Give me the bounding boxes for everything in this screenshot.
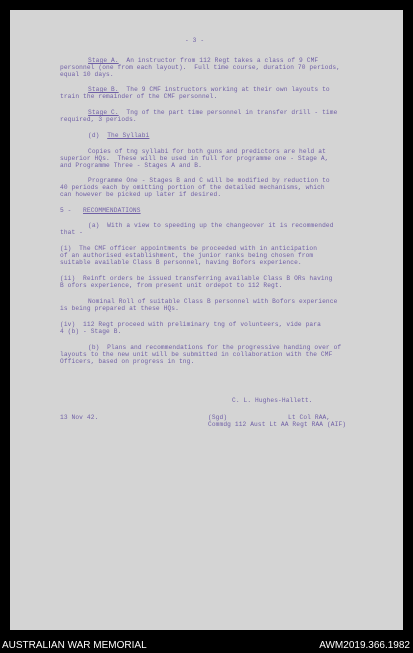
rec-a-line-2: that - bbox=[60, 229, 84, 236]
syllabi-line-1: Copies of tng syllabi for both guns and predictors are held at bbox=[88, 148, 326, 155]
page-number: - 3 - bbox=[185, 37, 205, 44]
syllabi-line-3: and Programme Three - Stages A and B. bbox=[60, 162, 202, 169]
rec-i-line-2: of an authorised establishment, the junior ranks being chosen from bbox=[60, 252, 314, 259]
stage-c-label: Stage C. bbox=[88, 109, 119, 116]
syllabi-heading-row bbox=[88, 132, 149, 139]
syllabi-line-6: can however be picked up later if desired. bbox=[60, 191, 222, 198]
stage-a-line-2: personnel (one from each layout). Full time course, duration 70 periods, bbox=[60, 64, 341, 71]
rec-iv-line-1: (iv) 112 Regt proceed with preliminary tng of volunteers, vide para bbox=[60, 321, 321, 328]
stage-a-text: An instructor from 112 Regt takes a class of 9 CMF bbox=[126, 57, 319, 64]
stage-a-line-3: equal 10 days. bbox=[60, 71, 114, 78]
syllabi-line-5: 40 periods each by omitting portion of the detailed mechanisms, which bbox=[60, 184, 325, 191]
rec-b-line-2: layouts to the new unit will be submitted in collaboration with the CMF bbox=[60, 351, 333, 358]
stage-a-paragraph bbox=[88, 57, 318, 64]
stage-b-paragraph bbox=[88, 86, 330, 93]
stage-b-text: The 9 CMF instructors working at their own layouts to bbox=[126, 86, 330, 93]
rec-b-line-3: Officers, based on progress in tng. bbox=[60, 358, 195, 365]
nominal-roll-line-2: is being prepared at these HQs. bbox=[60, 305, 179, 312]
document-date: 13 Nov 42. bbox=[60, 414, 99, 421]
syllabi-heading: The Syllabi bbox=[107, 132, 150, 139]
nominal-roll-line-1: Nominal Roll of suitable Class B personnel with Bofors experience bbox=[88, 298, 338, 305]
rec-a-line-1: (a) With a view to speeding up the changeover it is recommended bbox=[88, 222, 334, 229]
syllabi-number: (d) bbox=[88, 132, 100, 139]
rec-b-line-1: (b) Plans and recommendations for the progressive handing over of bbox=[88, 344, 342, 351]
document-page bbox=[10, 10, 403, 630]
stage-b-line-2: train the remainder of the CMF personnel. bbox=[60, 93, 218, 100]
stage-b-label: Stage B. bbox=[88, 86, 119, 93]
signatory-command: Commdg 112 Aust Lt AA Regt RAA (AIF) bbox=[208, 421, 347, 428]
syllabi-line-2: superior HQs. These will be used in full for programme one - Stage A, bbox=[60, 155, 329, 162]
stage-c-text: Tng of the part time personnel in transfer drill - time bbox=[126, 109, 338, 116]
stage-a-label: Stage A. bbox=[88, 57, 119, 64]
syllabi-line-4: Programme One - Stages B and C will be modified by reduction to bbox=[88, 177, 330, 184]
rec-ii-line-1: (ii) Reinft orders be issued transferring available Class B ORs having bbox=[60, 275, 333, 282]
rec-iv-line-2: 4 (b) - Stage B. bbox=[60, 328, 122, 335]
recommendations-heading: RECOMMENDATIONS bbox=[83, 207, 141, 214]
archive-reference: AWM2019.366.1982 bbox=[319, 640, 410, 651]
signatory-rank: Lt Col RAA, bbox=[288, 414, 331, 421]
stage-c-line-2: required, 3 periods. bbox=[60, 116, 137, 123]
archive-footer bbox=[0, 638, 413, 653]
rec-i-line-3: suitable available Class B personnel, having Bofors experience. bbox=[60, 259, 302, 266]
stage-c-paragraph bbox=[88, 109, 337, 116]
signed-marker: (Sgd) bbox=[208, 414, 228, 421]
rec-i-line-1: (i) The CMF officer appointments be proceeded with in anticipation bbox=[60, 245, 318, 252]
archive-name: AUSTRALIAN WAR MEMORIAL bbox=[2, 640, 147, 651]
recommendations-heading-row bbox=[60, 207, 141, 214]
rec-ii-line-2: B ofors experience, from present unit ordepot to 112 Regt. bbox=[60, 282, 283, 289]
recommendations-number: 5 - bbox=[60, 207, 72, 214]
signatory-name: C. L. Hughes-Hallett. bbox=[232, 397, 313, 404]
